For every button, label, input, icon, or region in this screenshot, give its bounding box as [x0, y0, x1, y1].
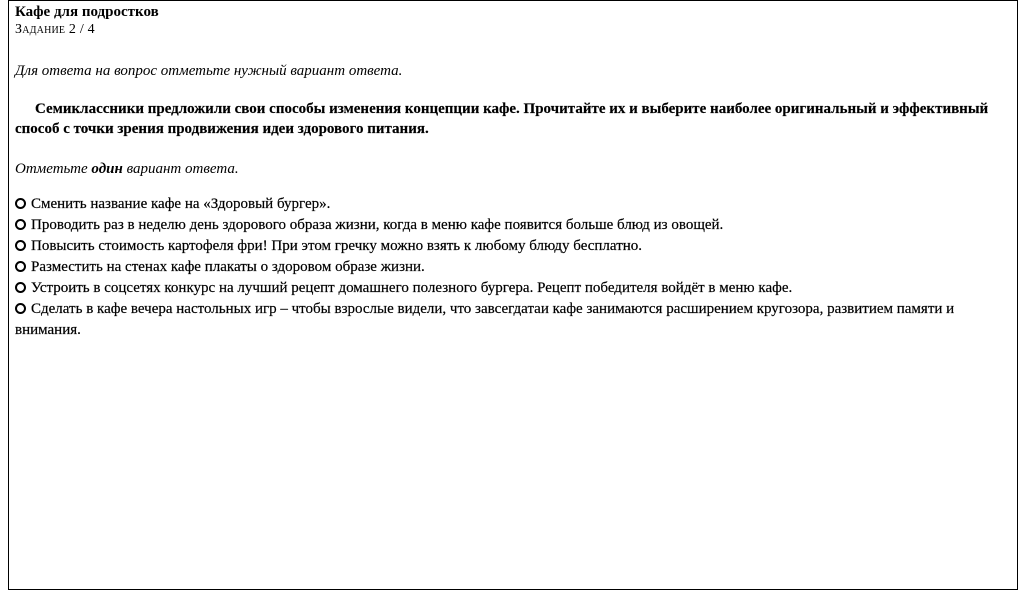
answer-option-2[interactable]: [15, 215, 1000, 236]
answer-option-4[interactable]: [15, 257, 1000, 278]
answer-option-1[interactable]: [15, 194, 1000, 215]
answer-option-3[interactable]: [15, 236, 1000, 257]
option-label: Разместить на стенах кафе плакаты о здоровом образе жизни.: [31, 259, 425, 275]
prompt-after: вариант ответа.: [122, 161, 239, 177]
question-text: Семиклассники предложили свои способы изменения концепции кафе. Прочитайте их и выберите наиболее оригинальный и эффективный способ с точки зрения продвижения идеи здорового питания.: [15, 101, 989, 137]
option-label: Сменить название кафе на «Здоровый бургер».: [31, 196, 331, 212]
option-label: Повысить стоимость картофеля фри! При этом гречку можно взять к любому блюду бесплатно.: [31, 238, 643, 254]
instruction-text: Для ответа на вопрос отметьте нужный вариант ответа.: [15, 63, 403, 79]
answer-options: [15, 194, 1000, 341]
prompt-emphasis: один: [91, 161, 123, 177]
answer-prompt: [15, 160, 1000, 178]
page-title: Кафе для подростков: [15, 4, 159, 20]
option-label: Сделать в кафе вечера настольных игр – чтобы взрослые видели, что завсегдатаи кафе занимаются расширением кругозора, развитием памяти и внимания.: [15, 301, 955, 338]
task-content: [15, 4, 1000, 341]
radio-icon[interactable]: [15, 240, 26, 251]
radio-icon[interactable]: [15, 303, 26, 314]
option-label: Устроить в соцсетях конкурс на лучший рецепт домашнего полезного бургера. Рецепт победителя войдёт в меню кафе.: [31, 280, 793, 296]
answer-option-5[interactable]: [15, 278, 1000, 299]
radio-icon[interactable]: [15, 261, 26, 272]
radio-icon[interactable]: [15, 282, 26, 293]
radio-icon[interactable]: [15, 219, 26, 230]
option-label: Проводить раз в неделю день здорового образа жизни, когда в меню кафе появится больше блюд из овощей.: [31, 217, 724, 233]
task-number: Задание 2 / 4: [15, 22, 95, 37]
prompt-before: Отметьте: [15, 161, 92, 177]
radio-icon[interactable]: [15, 198, 26, 209]
answer-option-6[interactable]: [15, 299, 1000, 341]
